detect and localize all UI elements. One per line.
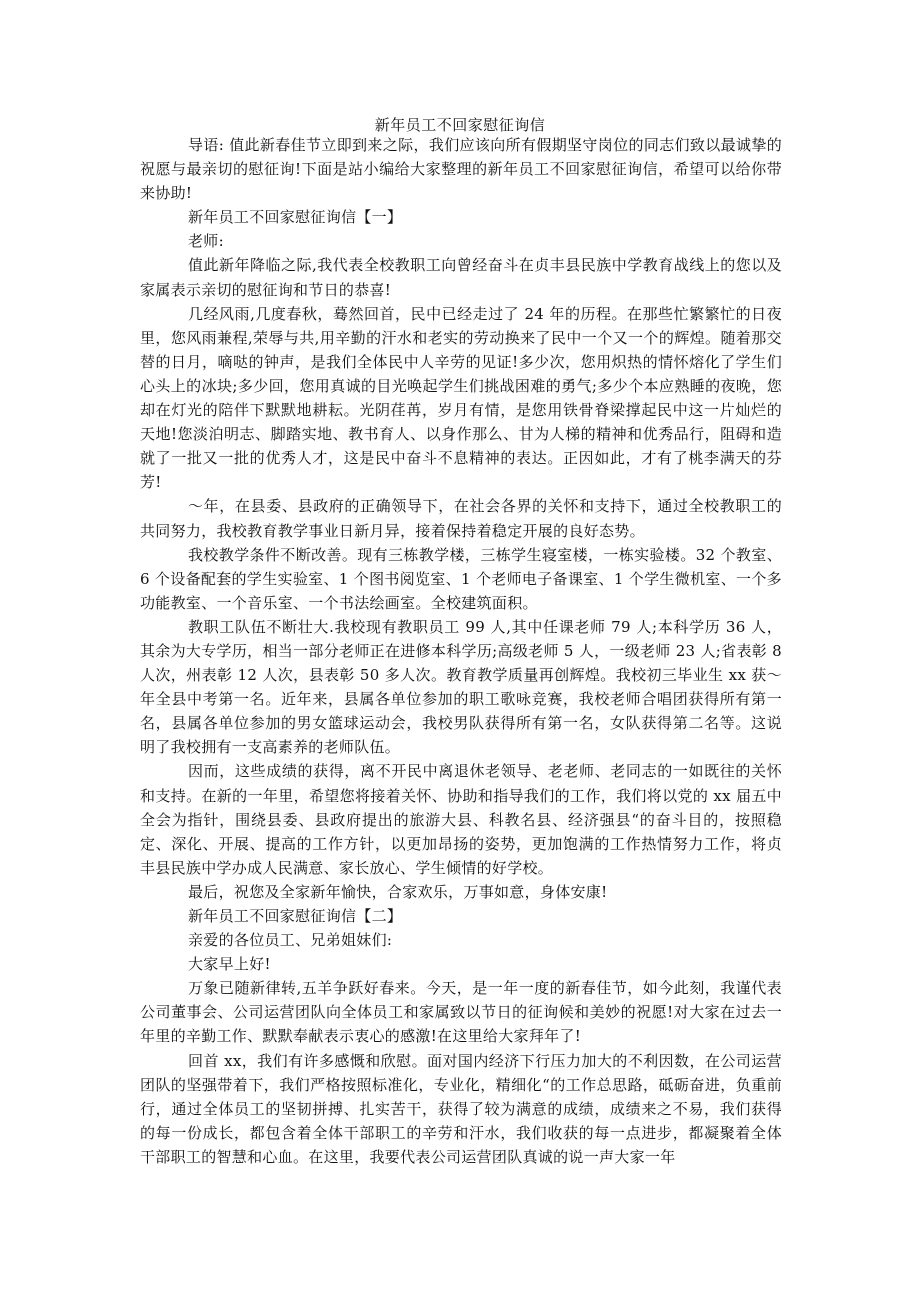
greeting: 大家早上好! xyxy=(188,955,271,974)
paragraph: 回首 xx，我们有许多感慨和欣慰。面对国内经济下行压力加大的不利因数，在公司运营团队的坚强带着下，我们严格按照标准化，专业化，精细化“的工作总思路，砥砺奋进，负重前行，通过全体员工的坚韧拼搏、扎实苦干，获得了较为满意的成绩，成绩来之不易，我们获得的每一份成长，都包含着全体干部职工的辛劳和汗水，我们收获的每一点进步，都凝聚着全体干部职工的智慧和心血。在这里，我要代表公司运营团队真诚的说一声大家一年 xyxy=(140,1051,782,1166)
document-body xyxy=(140,133,782,1169)
paragraph: 值此新年降临之际,我代表全校教职工向曾经奋斗在贞丰县民族中学教育战线上的您以及家属表示亲切的慰征询和节日的恭喜! xyxy=(140,256,782,299)
salutation-staff: 亲爱的各位员工、兄弟姐妹们: xyxy=(188,931,393,950)
paragraph: 最后，祝您及全家新年愉快，合家欢乐，万事如意，身体安康! xyxy=(188,882,608,901)
salutation-teacher: 老师: xyxy=(188,232,224,251)
paragraph: 我校教学条件不断改善。现有三栋教学楼，三栋学生寝室楼，一栋实验楼。32 个教室、6 个设备配套的学生实验室、1 个图书阅览室、1 个老师电子备课室、1 个学生微机室、一个多功能教室、一个音乐室、一个书法绘画室。全校建筑面积。 xyxy=(140,545,782,612)
section-heading-one: 新年员工不回家慰征询信【一】 xyxy=(188,208,403,227)
paragraph: 几经风雨,几度春秋，蓦然回首，民中已经走过了 24 年的历程。在那些忙繁繁忙的日夜里，您风雨兼程,荣辱与共,用辛勤的汗水和老实的劳动换来了民中一个又一个的辉煌。随着那交替的日月，嘀哒的钟声，是我们全体民中人辛劳的见证!多少次，您用炽热的情怀熔化了学生们心头上的冰块;多少回，您用真诚的目光唤起学生们挑战困难的勇气;多少个本应熟睡的夜晚，您却在灯光的陪伴下默默地耕耘。光阴荏苒，岁月有情，是您用铁骨脊梁撑起民中这一片灿烂的天地!您淡泊明志、脚踏实地、教书育人、以身作那么、甘为人梯的精神和优秀品行，阻碍和造就了一批又一批的优秀人才，这是民中奋斗不息精神的表达。正因如此，才有了桃李满天的芬芳! xyxy=(140,304,782,492)
paragraph: 教职工队伍不断壮大.我校现有教职员工 99 人,其中任课老师 79 人;本科学历 36 人，其余为大专学历，相当一部分老师正在进修本科学历;高级老师 5 人，一级老师 23 人;省表彰 8 人次，州表彰 12 人次，县表彰 50 多人次。教育教学质量再创辉煌。我校初三毕业生 xx 获～年全县中考第一名。近年来，县属各单位参加的职工歌咏竞赛，我校老师合唱团获得所有第一名，县属各单位参加的男女篮球运动会，我校男队获得所有第一名，女队获得第二名等。这说明了我校拥有一支高素养的老师队伍。 xyxy=(140,617,782,757)
paragraph: 万象已随新律转,五羊争跃好春来。今天，是一年一度的新春佳节，如今此刻，我谨代表公司董事会、公司运营团队向全体员工和家属致以节日的征询候和美妙的祝愿!对大家在过去一年里的辛勤工作、默默奉献表示衷心的感激!在这里给大家拜年了! xyxy=(140,979,782,1046)
paragraph: ～年，在县委、县政府的正确领导下，在社会各界的关怀和支持下，通过全校教职工的共同努力，我校教育教学事业日新月异，接着保持着稳定开展的良好态势。 xyxy=(140,497,782,540)
paragraph-intro: 导语: 值此新春佳节立即到来之际，我们应该向所有假期坚守岗位的同志们致以最诚挚的祝愿与最亲切的慰征询!下面是站小编给大家整理的新年员工不回家慰征询信，希望可以给你带来协助! xyxy=(140,136,782,203)
document-title: 新年员工不回家慰征询信 xyxy=(374,116,546,134)
section-heading-two: 新年员工不回家慰征询信【二】 xyxy=(188,907,403,925)
paragraph: 因而，这些成绩的获得，离不开民中离退休老领导、老老师、老同志的一如既往的关怀和支持。在新的一年里，希望您将接着关怀、协助和指导我们的工作，我们将以党的 xx 届五中全会为指针，围绕县委、县政府提出的旅游大县、科教名县、经济强县“的奋斗目的，按照稳定、深化、开展、提高的工作方针，以更加昂扬的姿势，更加饱满的工作热情努力工作，将贞丰县民族中学办成人民满意、家长放心、学生倾情的好学校。 xyxy=(140,762,782,877)
